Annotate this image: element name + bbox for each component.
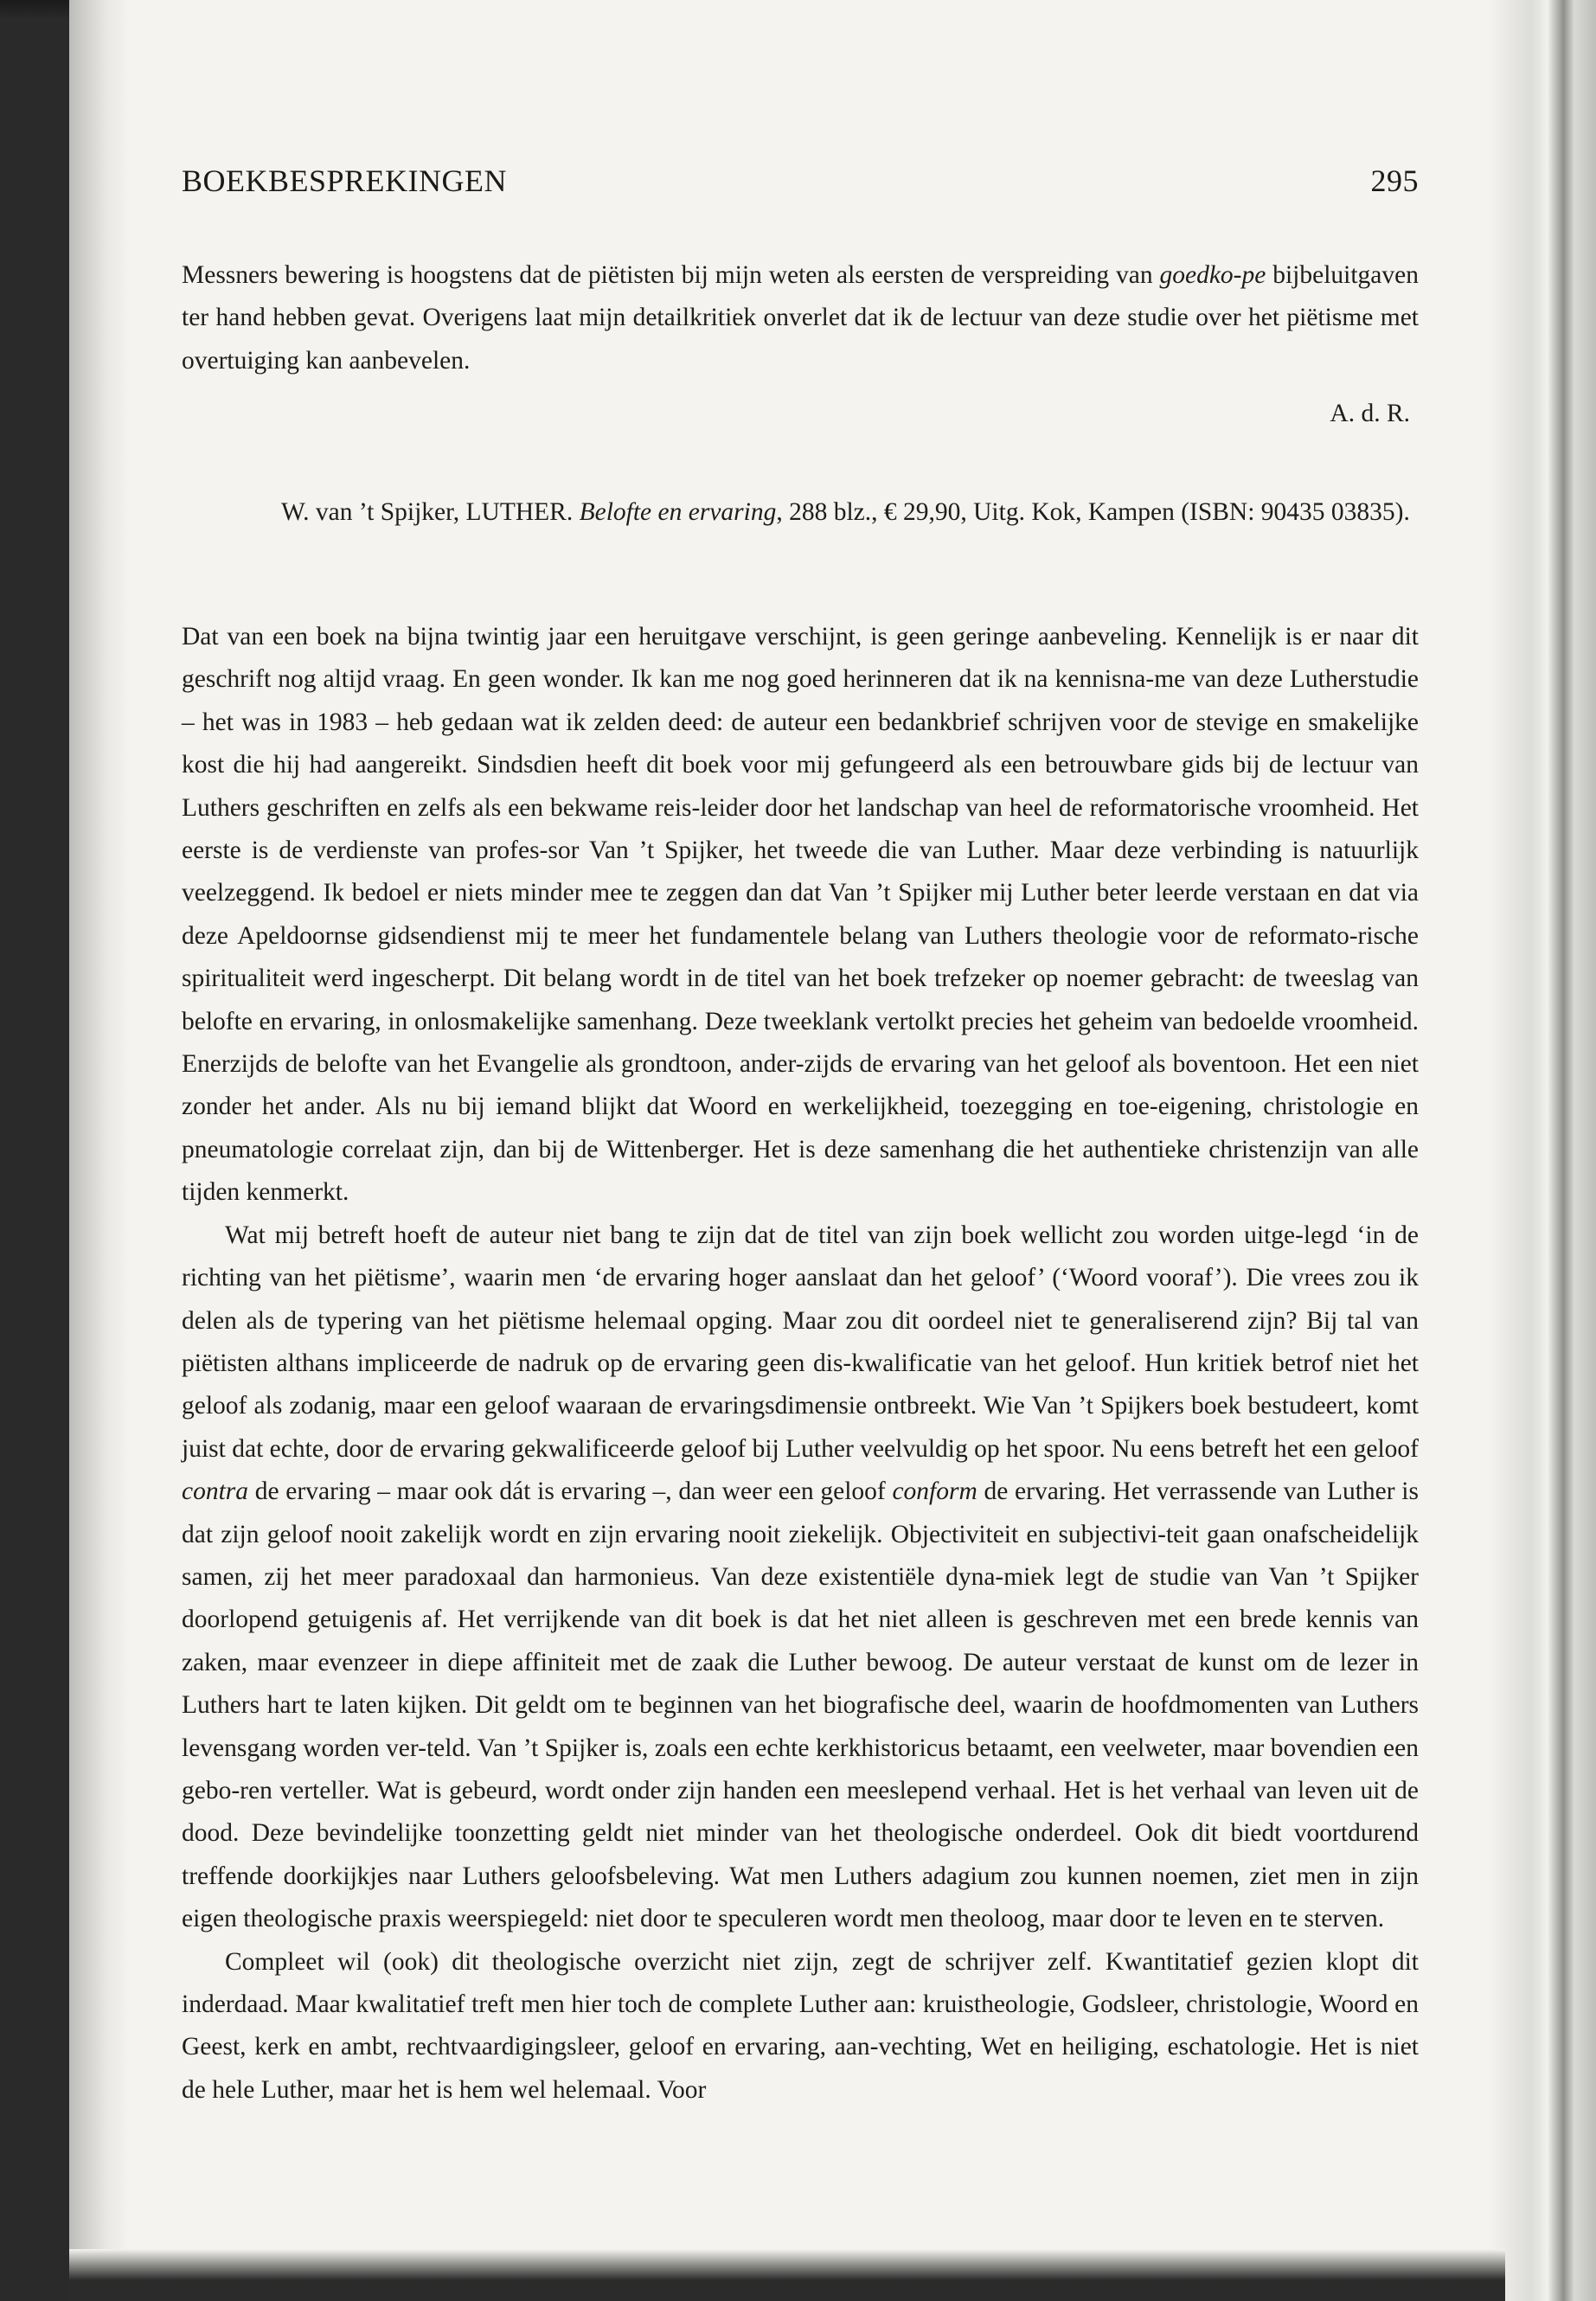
page-number: 295 — [1370, 163, 1419, 198]
review-paragraph-3: Compleet wil (ook) dit theologische overzicht niet zijn, zegt de schrijver zelf. Kwantitatief gezien klopt dit inderdaad. Maar kwalitatief treft men hier toch de complete Luther aan: kruistheologie, Godsleer, christologie, Woord en Geest, kerk en ambt, rechtvaardigingsleer, geloof en ervaring, aan-vechting, Wet en heiliging, eschatologie. Het is niet de hele Luther, maar het is hem wel helemaal. Voor — [182, 1947, 1419, 2104]
previous-review-ending — [182, 254, 1419, 436]
book-citation — [281, 491, 1414, 534]
closing-paragraph — [182, 254, 1419, 382]
reviewer-signature: A. d. R. — [1330, 400, 1410, 428]
citation-author-title: W. van ’t Spijker, LUTHER. — [281, 498, 580, 526]
running-header — [182, 156, 1419, 208]
closing-emphasis: goedko-pe — [1159, 261, 1266, 289]
p2-text-b: de ervaring – maar ook dát is ervaring –, dan weer een geloof — [248, 1477, 893, 1506]
section-title: BOEKBESPREKINGEN — [182, 163, 508, 198]
citation-subtitle: Belofte en ervaring — [579, 498, 777, 526]
scan-bottom-shadow — [69, 2249, 1505, 2301]
review-paragraph-1: Dat van een boek na bijna twintig jaar een heruitgave verschijnt, is geen geringe aanbeveling. Kennelijk is er naar dit geschrift nog altijd vraag. En geen wonder. Ik kan me nog goed herinneren dat ik na kennisna-me van deze Lutherstudie – het was in 1983 – heb gedaan wat ik zelden deed: de auteur een bedankbrief schrijven voor de stevige en smakelijke kost die hij had aangereikt. Sindsdien heeft dit boek voor mij gefungeerd als een betrouwbare gids bij de lectuur van Luthers geschriften en zelfs als een bekwame reis-leider door het landschap van heel de reformatorische vroomheid. Het eerste is de verdienste van profes-sor Van ’t Spijker, het tweede die van Luther. Maar deze verbinding is natuurlijk veelzeggend. Ik bedoel er niets minder mee te zeggen dan dat Van ’t Spijker mij Luther beter leerde verstaan en dat via deze Apeldoornse gidsendienst mij te meer het fundamentele belang van Luthers theologie voor de reformato-rische spiritualiteit werd ingescherpt. Dit belang wordt in de titel van het boek trefzeker op noemer gebracht: de tweeslag van belofte en ervaring, in onlosmakelijke samenhang. Deze tweeklank vertolkt precies het geheim van bedoelde vroomheid. Enerzijds de belofte van het Evangelie als grondtoon, ander-zijds de ervaring van het geloof als boventoon. Het een niet zonder het ander. Als nu bij iemand blijkt dat Woord en werkelijkheid, toezegging en toe-eigening, christologie en pneumatologie correlaat zijn, dan bij de Wittenberger. Het is deze samenhang die het authentieke christenzijn van alle tijden kenmerkt. — [182, 623, 1419, 1207]
p2-text-a: Wat mij betreft hoeft de auteur niet bang te zijn dat de titel van zijn boek wellicht zou worden uitge-legd ‘in de richting van het piëtisme’, waarin men ‘de ervaring hoger aanslaat dan het geloof’ (‘Woord vooraf’). Die vrees zou ik delen als de typering van het piëtisme helemaal opging. Maar zou dit oordeel niet te generaliserend zijn? Bij tal van piëtisten althans impliceerde de nadruk op de ervaring geen dis-kwalificatie van het geloof. Hun kritiek betrof niet het geloof als zodanig, maar een geloof waaraan de ervaringsdimensie ontbreekt. Wie Van ’t Spijkers boek bestudeert, komt juist dat echte, door de ervaring gekwalificeerde geloof bij Luther veelvuldig op het spoor. Nu eens betreft het een geloof — [182, 1221, 1419, 1463]
closing-text-1: Messners bewering is hoogstens dat de piëtisten bij mijn weten als eersten de verspreiding van — [182, 261, 1160, 289]
p2-emphasis-conform: conform — [892, 1477, 977, 1506]
p2-text-c: de ervaring. Het verrassende van Luther is dat zijn geloof nooit zakelijk wordt en zijn ervaring nooit ziekelijk. Objectiviteit en subjectivi-teit gaan onafscheidelijk samen, zij het meer paradoxaal dan harmonieus. Van deze existentiële dyna-miek legt de studie van Van ’t Spijker doorlopend getuigenis af. Het verrijkende van dit boek is dat het niet alleen is geschreven met een brede kennis van zaken, maar evenzeer in diepe affiniteit met de zaak die Luther bewoog. De auteur verstaat de kunst om de lezer in Luthers hart te laten kijken. Dit geldt om te beginnen van het biografische deel, waarin de hoofdmomenten van Luthers levensgang worden ver-teld. Van ’t Spijker is, zoals een echte kerkhistoricus betaamt, een veelweter, maar bovendien een gebo-ren verteller. Wat is gebeurd, wordt onder zijn handen een meeslepend verhaal. Het is het verhaal van leven uit de dood. Deze bevindelijke toonzetting geldt niet minder van het theologische onderdeel. Ook dit biedt voortdurend treffende doorkijkjes naar Luthers geloofsbeleving. Wat men Luthers adagium zou kunnen noemen, ziet men in zijn eigen theologische praxis weerspiegeld: niet door te speculeren wordt men theoloog, maar door te leven en te sterven. — [182, 1477, 1419, 1933]
closing-text-2: bijbeluitgaven ter hand hebben gevat. Overigens laat mijn detailkritiek onverlet dat ik de lectuur van deze studie over het piëtisme met overtuiging kan aanbevelen. — [182, 261, 1419, 375]
review-paragraph-2 — [182, 1215, 1419, 1941]
p2-emphasis-contra: contra — [182, 1477, 249, 1506]
page-spine-shadow — [69, 0, 130, 2301]
page-edge-shadow — [1488, 0, 1596, 2301]
citation-details: , 288 blz., € 29,90, Uitg. Kok, Kampen (ISBN: 90435 03835). — [776, 498, 1410, 526]
review-body — [182, 616, 1419, 2112]
